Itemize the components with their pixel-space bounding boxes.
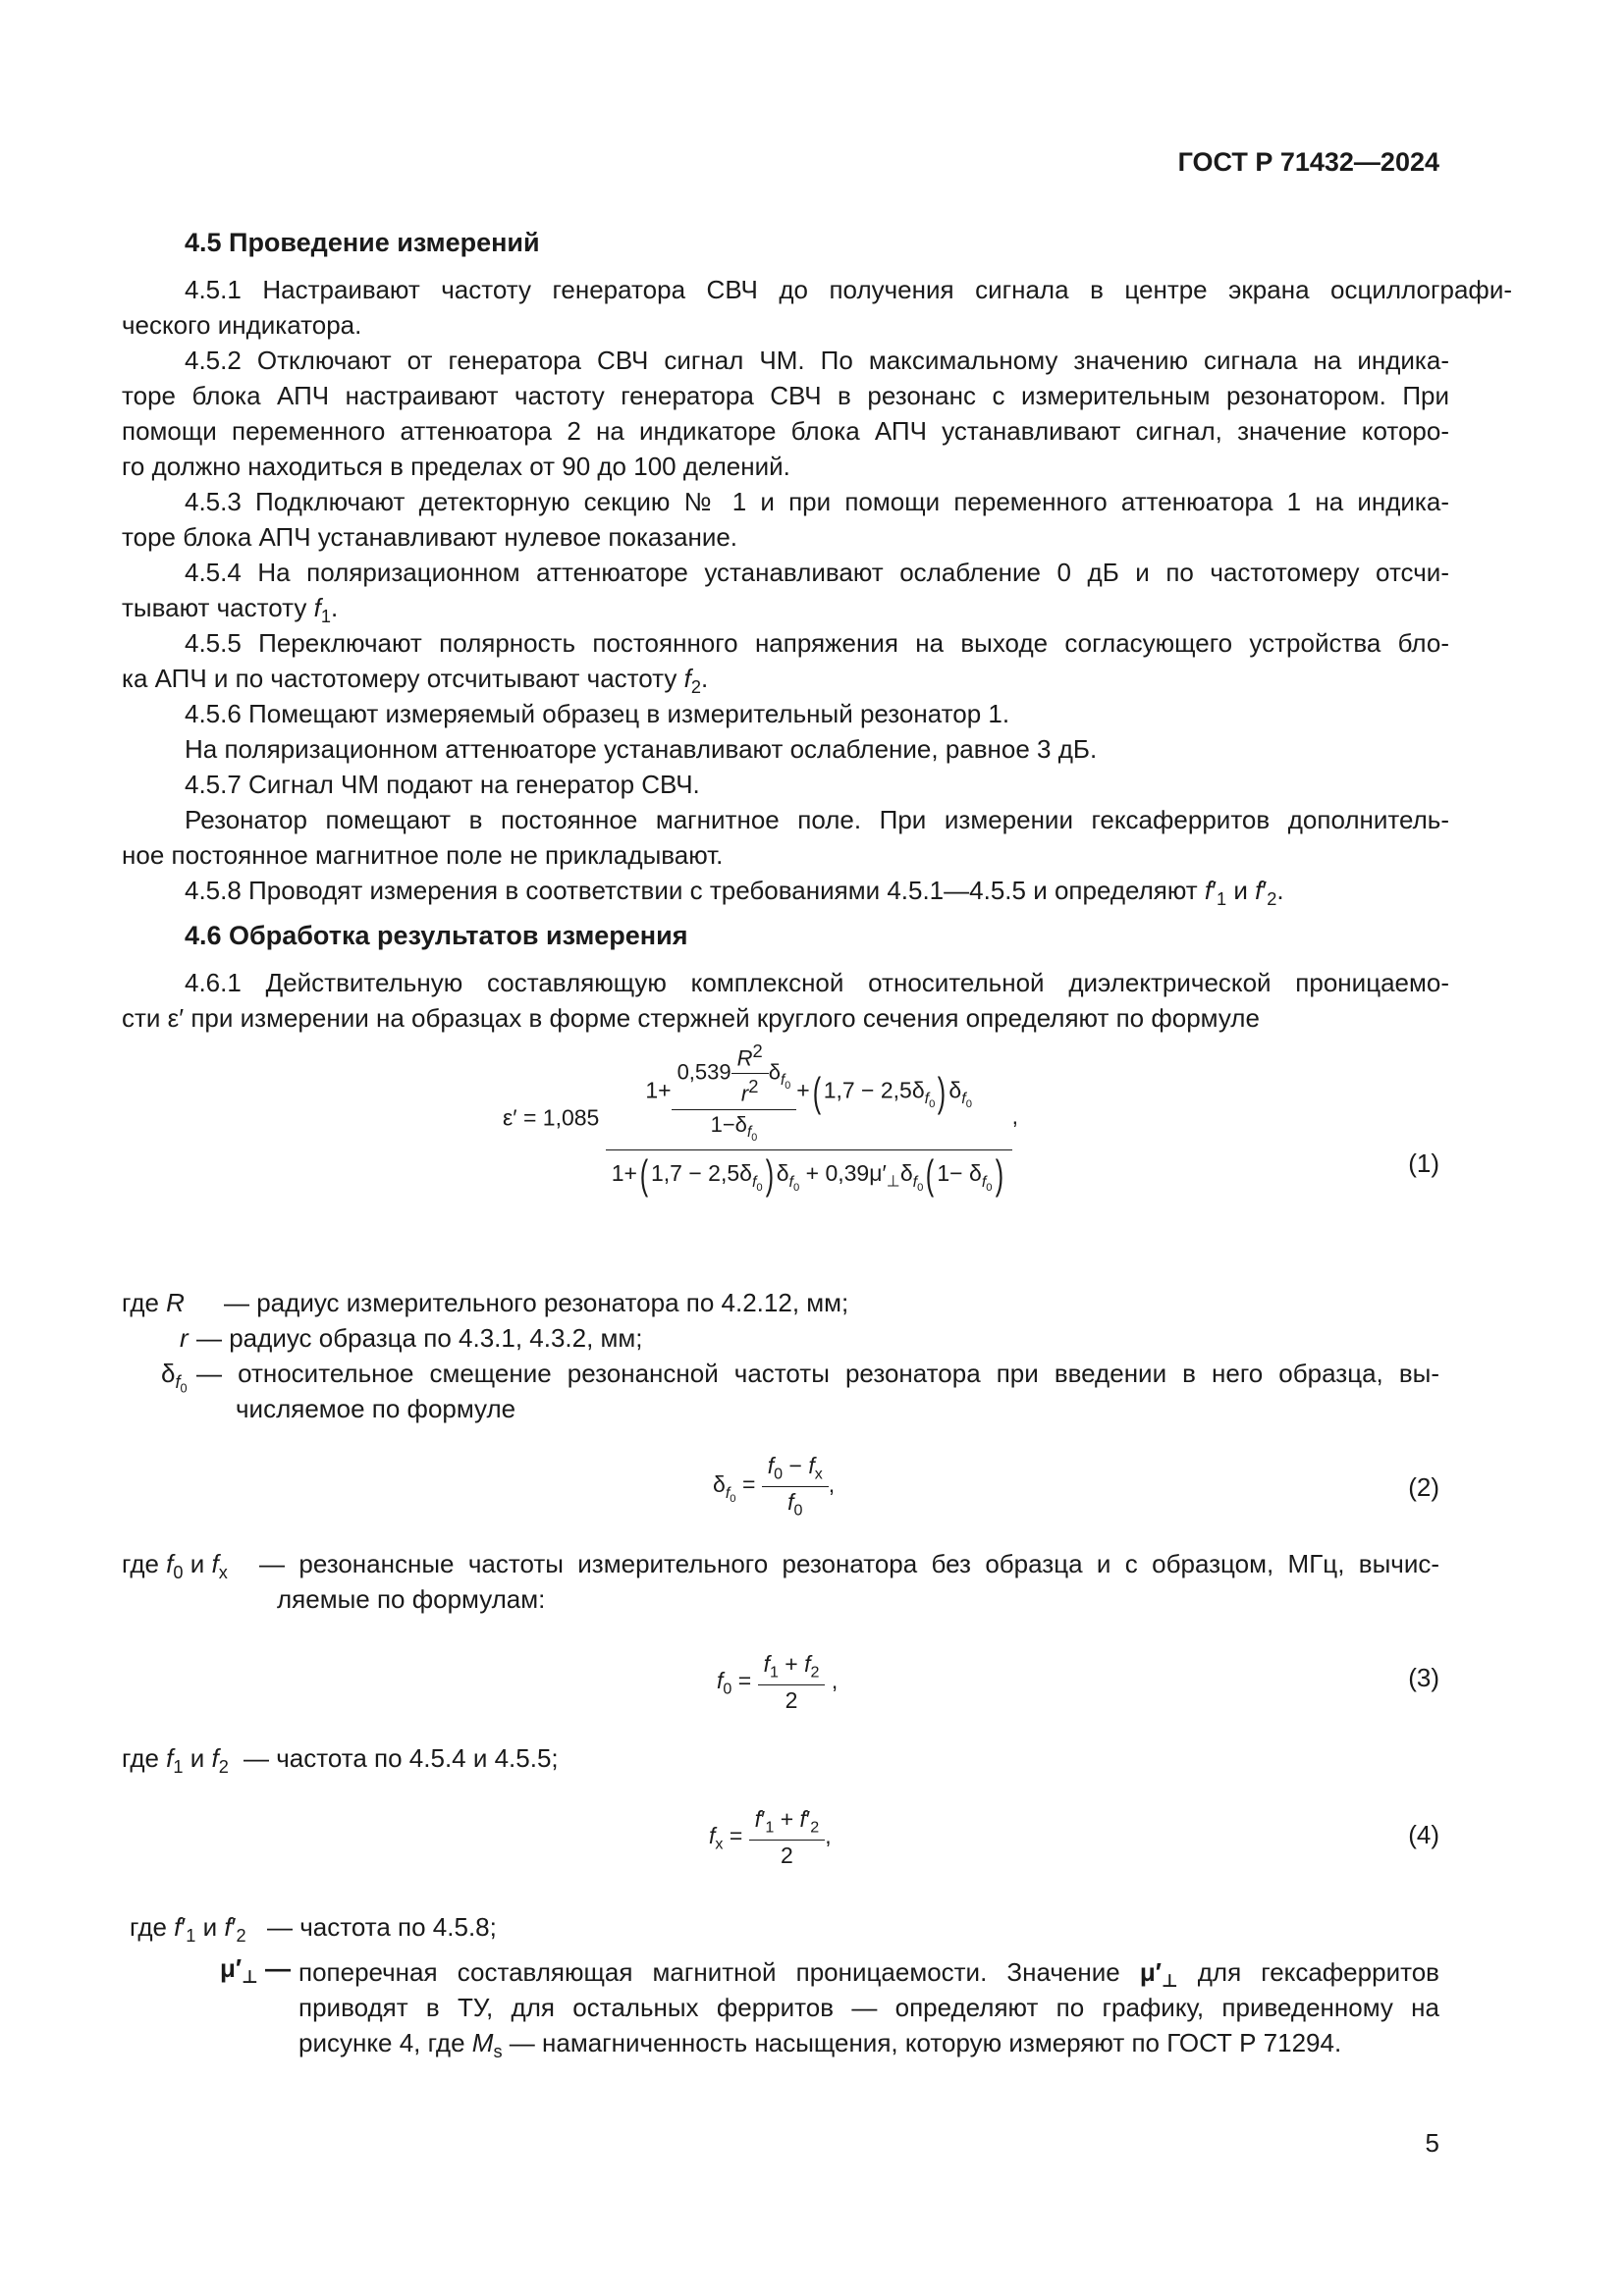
- para-4-5-6-line1: 4.5.6 Помещают измеряемый образец в измерительный резонатор 1.: [185, 699, 1010, 728]
- section-4-6-title: 4.6 Обработка результатов измерения: [185, 921, 688, 950]
- where-delta-text-line2: числяемое по формуле: [236, 1394, 516, 1423]
- para-4-5-2-line4: го должно находиться в пределах от 90 до 100 делений.: [122, 452, 790, 481]
- page-number: 5: [1425, 2128, 1439, 2158]
- para-4-6-1-line2: сти ε′ при измерении на образцах в форме стержней круглого сечения определяют по формуле: [122, 1003, 1260, 1033]
- para-4-5-2-line1: 4.5.2 Отключают от генератора СВЧ сигнал ЧМ. По максимальному значению сигнала на индика-: [185, 346, 1449, 375]
- where-f1p-f2p-label: где $f'_1$ и $f'_2$: [130, 1912, 246, 1947]
- where-r-label: r: [180, 1323, 189, 1353]
- where-R-label: где R: [122, 1288, 185, 1317]
- where-delta-label: $\delta_{f_0}$: [161, 1359, 188, 1396]
- equation-number-3: (3): [1408, 1663, 1439, 1692]
- formula-2: $\delta_{f_0}$ = $\frac{f_0 - f_x}{f_0}$ ,: [713, 1453, 836, 1520]
- where-R-text: — радиус измерительного резонатора по 4.2.12, мм;: [224, 1288, 849, 1317]
- where-f1p-f2p-text: — частота по 4.5.8;: [267, 1912, 497, 1942]
- where-f1-f2-label: где $f_1$ и $f_2$: [122, 1743, 229, 1778]
- para-4-5-6-line2: На поляризационном аттенюаторе устанавливают ослабление, равное 3 дБ.: [185, 734, 1098, 764]
- para-4-5-5-line2: ка АПЧ и по частотомеру отсчитывают частоту $f_2$.: [122, 664, 709, 698]
- para-4-5-4-line2: тывают частоту $f_1$.: [122, 593, 339, 627]
- para-4-5-7-line1: 4.5.7 Сигнал ЧМ подают на генератор СВЧ.: [185, 770, 700, 799]
- para-4-5-3-line2: торе блока АПЧ устанавливают нулевое показание.: [122, 522, 738, 552]
- where-f0-fx-text-line2: ляемые по формулам:: [277, 1584, 546, 1614]
- where-f0-fx-label: где $f_0$ и $f_x$: [122, 1549, 228, 1583]
- where-mu-text-line3: рисунке 4, где $M_s$ — намагниченность насыщения, которую измеряют по ГОСТ Р 71294.: [298, 2028, 1342, 2062]
- formula-1: ε′ = 1,085 1+ 0,539 $\frac{R^2}{r^2}$ $\delta_{f_0}$ $1-\delta_{f_0}$ +( $1,7 - 2,5\delta_{f_0}$) $\delta_{f_0}$ 1+( $1,7 - 2,5\delta_{f_0}$) $\delta_{f_0} + 0,39\mu'_\perp\delta_{f_0}$( $1- \delta_{f_0}$) ,: [503, 1041, 1018, 1199]
- where-mu-text-line1: поперечная составляющая магнитной проницаемости. Значение $\mu'_\perp$ для гексаферритов: [298, 1957, 1439, 1992]
- equation-number-1: (1): [1408, 1148, 1439, 1178]
- para-4-5-1-line2: ческого индикатора.: [122, 310, 362, 340]
- para-4-5-3-line1: 4.5.3 Подключают детекторную секцию № 1 и при помощи переменного аттенюатора 1 на индика-: [185, 487, 1449, 516]
- where-delta-text-line1: — относительное смещение резонансной частоты резонатора при введении в него образца, вы-: [196, 1359, 1439, 1388]
- formula-3: $f_0$ = $\frac{f_1 + f_2}{2}$ ,: [717, 1651, 839, 1713]
- para-4-6-1-line1: 4.6.1 Действительную составляющую комплексной относительной диэлектрической проницаемо-: [185, 968, 1449, 997]
- para-4-5-2-line3: помощи переменного аттенюатора 2 на индикаторе блока АПЧ устанавливают сигнал, значение которо-: [122, 416, 1449, 446]
- where-f1-f2-text: — частота по 4.5.4 и 4.5.5;: [244, 1743, 559, 1773]
- para-4-5-7-line3: ное постоянное магнитное поле не прикладывают.: [122, 840, 724, 870]
- para-4-5-8: 4.5.8 Проводят измерения в соответствии с требованиями 4.5.1—4.5.5 и определяют $f'_1$ и $f'_2$.: [185, 876, 1284, 910]
- document-id-header: ГОСТ Р 71432—2024: [1177, 147, 1439, 177]
- formula-4: $f_x$ = $\frac{f'_1 + f'_2}{2}$ ,: [709, 1806, 832, 1868]
- where-mu-text-line2: приводят в ТУ, для остальных ферритов — определяют по графику, приведенному на: [298, 1993, 1439, 2022]
- para-4-5-5-line1: 4.5.5 Переключают полярность постоянного напряжения на выходе согласующего устройства бло-: [185, 628, 1449, 658]
- where-r-text: — радиус образца по 4.3.1, 4.3.2, мм;: [196, 1323, 643, 1353]
- para-4-5-7-line2: Резонатор помещают в постоянное магнитное поле. При измерении гексаферритов дополнитель-: [185, 805, 1449, 834]
- where-mu-label: $\mu'_\perp$ —: [220, 1953, 291, 1988]
- equation-number-2: (2): [1408, 1472, 1439, 1502]
- para-4-5-4-line1: 4.5.4 На поляризационном аттенюаторе устанавливают ослабление 0 дБ и по частотомеру отсчи-: [185, 558, 1449, 587]
- section-4-5-title: 4.5 Проведение измерений: [185, 228, 540, 257]
- para-4-5-1-line1: 4.5.1 Настраивают частоту генератора СВЧ до получения сигнала в центре экрана осциллографи-: [185, 275, 1512, 304]
- para-4-5-2-line2: торе блока АПЧ настраивают частоту генератора СВЧ в резонанс с измерительным резонатором. При: [122, 381, 1449, 410]
- equation-number-4: (4): [1408, 1820, 1439, 1849]
- where-f0-fx-text-line1: — резонансные частоты измерительного резонатора без образца и с образцом, МГц, вычис-: [259, 1549, 1439, 1578]
